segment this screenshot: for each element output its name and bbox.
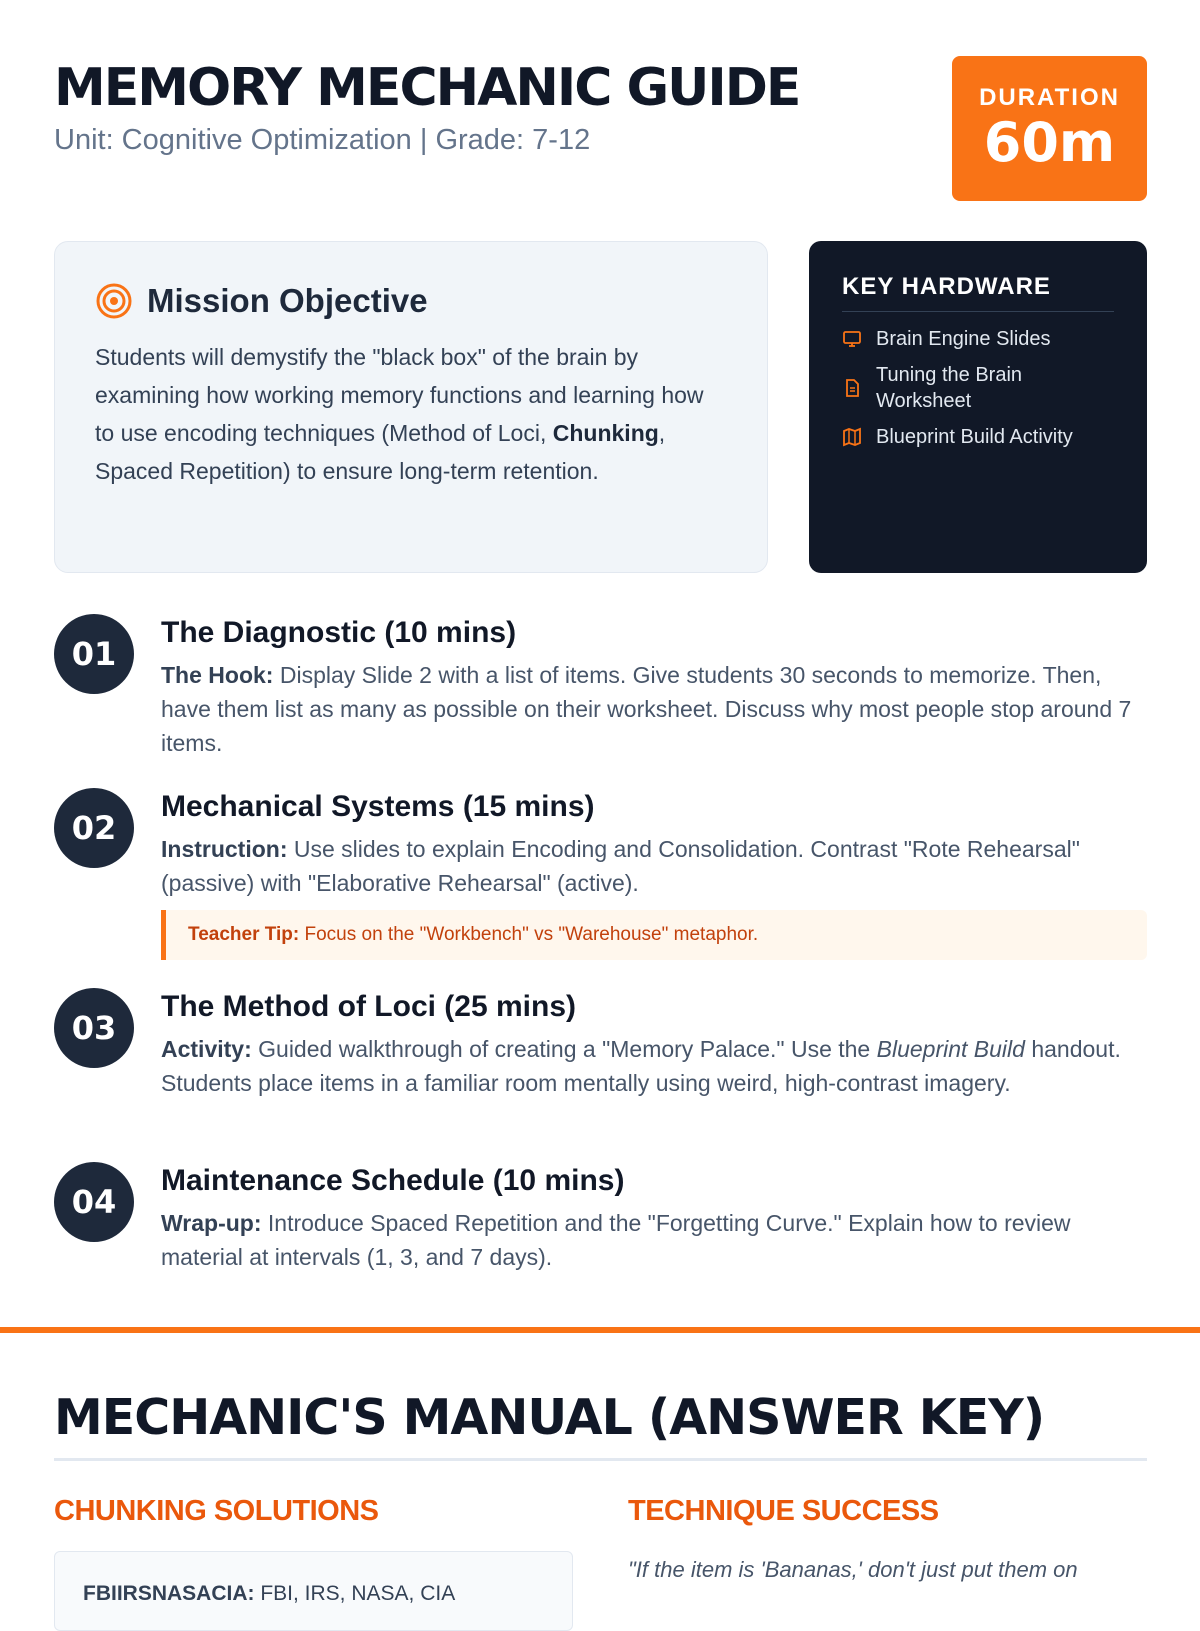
step-body: Introduce Spaced Repetition and the "Forgetting Curve." Explain how to review material at intervals (1, 3, and 7 days). (161, 1210, 1071, 1270)
technique-heading: TECHNIQUE SUCCESS (628, 1495, 939, 1527)
answer-key-title: MECHANIC'S MANUAL (ANSWER KEY) (54, 1388, 1147, 1461)
step-number: 02 (54, 788, 134, 868)
objective-text (95, 338, 727, 490)
chunking-solution-box (54, 1551, 573, 1631)
step-label: Activity: (161, 1036, 252, 1062)
objective-text-part: , Spaced Repetition) to ensure long-term retention. (95, 420, 666, 484)
step-item (54, 988, 1147, 1162)
teacher-tip (161, 910, 1147, 960)
step-title: The Method of Loci (25 mins) (161, 990, 577, 1023)
step-body: Display Slide 2 with a list of items. Give students 30 seconds to memorize. Then, have them list as many as possible on their worksheet. Discuss why most people stop around 7 items. (161, 662, 1132, 756)
objective-text-bold: Chunking (552, 420, 659, 446)
step-text (161, 1206, 1147, 1274)
step-label: Wrap-up: (161, 1210, 262, 1236)
chunk-text: FBI, IRS, NASA, CIA (254, 1582, 456, 1605)
section-divider (0, 1327, 1200, 1333)
lesson-steps (54, 614, 1147, 1274)
chunk-label: FBIIRSNASACIA: (83, 1582, 255, 1605)
hardware-list (842, 326, 1114, 450)
hardware-item (842, 424, 1114, 450)
hardware-item-label: Tuning the Brain Worksheet (876, 364, 1023, 412)
objective-title: Mission Objective (147, 282, 428, 319)
step-body: Guided walkthrough of creating a "Memory Palace." Use the (251, 1036, 877, 1062)
duration-badge (952, 56, 1147, 201)
target-icon (95, 282, 133, 320)
mission-objective-card (54, 241, 768, 573)
hardware-item-label: Brain Engine Slides (876, 328, 1051, 350)
map-icon (842, 427, 862, 447)
step-item (54, 1162, 1147, 1274)
step-text (161, 832, 1147, 900)
step-text (161, 658, 1147, 760)
hardware-item (842, 362, 1114, 414)
step-body-italic: Blueprint Build (876, 1036, 1025, 1062)
objective-text-part: Students will demystify the "black box" of the brain by examining how working memory functions and learning how to use encoding techniques (Method of Loci, (95, 344, 704, 446)
step-number: 04 (54, 1162, 134, 1242)
header (54, 56, 1147, 201)
step-title: Mechanical Systems (15 mins) (161, 790, 595, 823)
key-hardware-card (809, 241, 1147, 573)
monitor-icon (842, 329, 862, 349)
step-item (54, 788, 1147, 988)
document-icon (842, 378, 862, 398)
step-text (161, 1032, 1147, 1100)
duration-label: DURATION (979, 84, 1120, 111)
hardware-title: KEY HARDWARE (842, 273, 1114, 312)
duration-value: 60m (983, 111, 1116, 174)
step-number: 03 (54, 988, 134, 1068)
technique-quote: "If the item is 'Bananas,' don't just put them on (628, 1557, 1078, 1582)
step-label: Instruction: (161, 836, 288, 862)
step-title: Maintenance Schedule (10 mins) (161, 1164, 625, 1197)
tip-text: Focus on the "Workbench" vs "Warehouse" metaphor. (299, 924, 759, 945)
step-item (54, 614, 1147, 788)
step-label: The Hook: (161, 662, 274, 688)
page-title: MEMORY MECHANIC GUIDE (54, 58, 800, 118)
step-number: 01 (54, 614, 134, 694)
hardware-item (842, 326, 1114, 352)
step-title: The Diagnostic (10 mins) (161, 616, 517, 649)
step-body: handout. Students place items in a familiar room mentally using weird, high-contrast imagery. (161, 1036, 1121, 1096)
page-subtitle: Unit: Cognitive Optimization | Grade: 7-12 (54, 124, 591, 156)
hardware-item-label: Blueprint Build Activity (876, 426, 1073, 448)
objective-header (95, 282, 727, 320)
step-body: Use slides to explain Encoding and Consolidation. Contrast "Rote Rehearsal" (passive) with "Elaborative Rehearsal" (active). (161, 836, 1080, 896)
tip-label: Teacher Tip: (188, 924, 300, 945)
chunking-heading: CHUNKING SOLUTIONS (54, 1495, 379, 1527)
